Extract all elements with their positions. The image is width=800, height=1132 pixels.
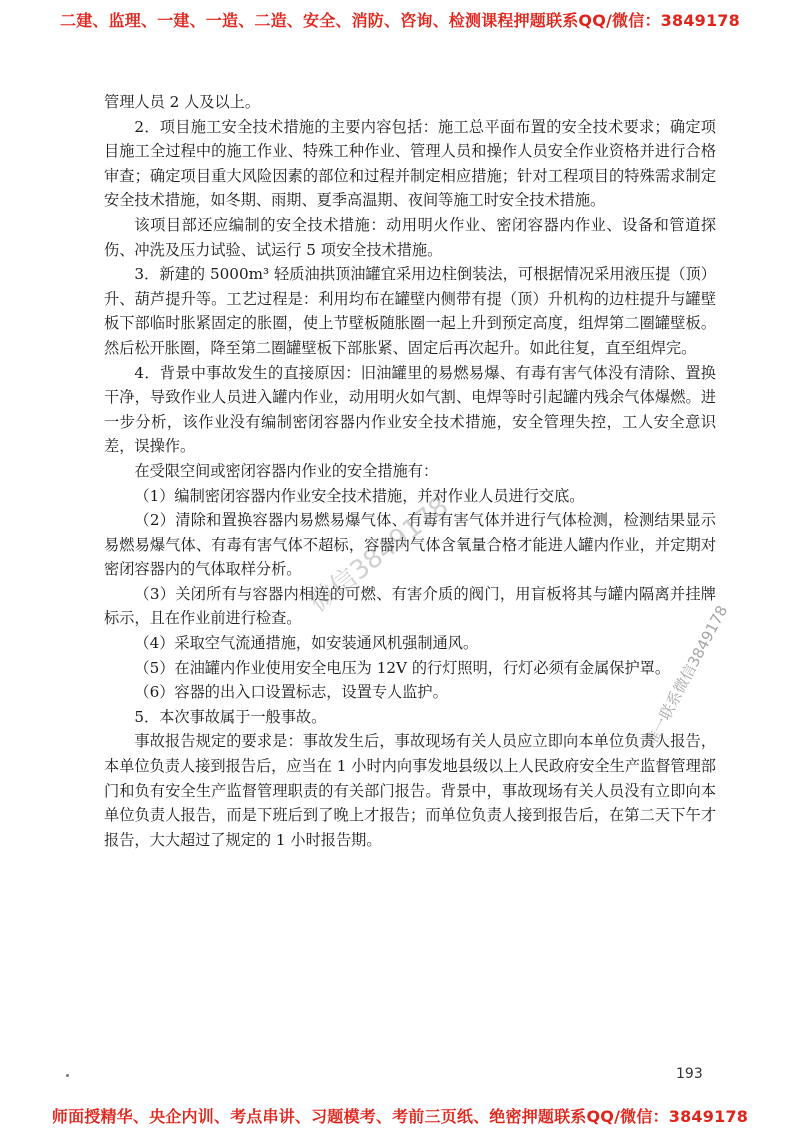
list-item-measure-5: （5）在油罐内作业使用安全电压为 12V 的行灯照明，行灯必须有金属保护罩。 bbox=[134, 658, 671, 677]
paragraph-answer-5: 5．本次事故属于一般事故。 bbox=[134, 707, 327, 726]
paragraph-continuation: 管理人员 2 人及以上。 bbox=[104, 93, 261, 111]
page-number: 193 bbox=[676, 1066, 703, 1082]
list-item-measure-4: （4）采取空气流通措施，如安装通风机强制通风。 bbox=[134, 634, 479, 653]
paragraph-confined-space-intro: 在受限空间或密闭容器内作业的安全措施有： bbox=[134, 461, 439, 480]
list-item-measure-3: （3）关闭所有与容器内相连的可燃、有害介质的阀门，用盲板将其与罐内隔离并挂牌标示，且在作业前进行检查。 bbox=[104, 584, 716, 628]
bottom-promo-banner: 师面授精华、央企内训、考点串讲、习题模考、考前三页纸、绝密押题联系QQ/微信：3849178 bbox=[51, 1107, 749, 1126]
list-item-measure-6: （6）容器的出入口设置标志，设置专人监护。 bbox=[134, 683, 448, 702]
scan-dot bbox=[66, 1074, 69, 1077]
paragraph-report-requirements: 事故报告规定的要求是：事故发生后，事故现场有关人员应立即向本单位负责人报告，本单位负责人接到报告后，应当在 1 小时内向事发地县级以上人民政府安全生产监督管理部门和负有安全生产监督管理职责的有关部门报告。背景中，事故现场有关人员没有立即向本单位负责人报告，而是下班后到了晚上才报告；而单位负责人接到报告后，在第二天下午才报告，大大超过了规定的 1 小时报告期。 bbox=[104, 732, 716, 849]
list-item-measure-1: （1）编制密闭容器内作业安全技术措施，并对作业人员进行交底。 bbox=[134, 486, 585, 505]
top-promo-banner: 二建、监理、一建、一造、二造、安全、消防、咨询、检测课程押题联系QQ/微信：3849178 bbox=[60, 11, 740, 30]
watermark-center: 微信3849178 bbox=[303, 491, 455, 619]
watermark-right: 唯一联系微信3849178 bbox=[641, 602, 732, 750]
paragraph-additional-measures: 该项目部还应编制的安全技术措施：动用明火作业、密闭容器内作业、设备和管道探伤、冲洗及压力试验、试运行 5 项安全技术措施。 bbox=[104, 215, 716, 259]
paragraph-answer-4: 4．背景中事故发生的直接原因：旧油罐里的易燃易爆、有毒有害气体没有清除、置换干净，导致作业人员进入罐内作业，动用明火如气割、电焊等时引起罐内残余气体爆燃。进一步分析，该作业没有编制密闭容器内作业安全技术措施，安全管理失控，工人安全意识差，误操作。 bbox=[104, 363, 716, 456]
list-item-measure-2: （2）清除和置换容器内易燃易爆气体、有毒有害气体并进行气体检测，检测结果显示易燃易爆气体、有毒有害气体不超标，容器内气体含氧量合格才能进人罐内作业，并定期对密闭容器内的气体取样分析。 bbox=[104, 511, 716, 579]
document-body bbox=[104, 90, 716, 852]
paragraph-answer-3: 3．新建的 5000m³ 轻质油拱顶油罐宜采用边柱倒装法，可根据情况采用液压提（顶）升、葫芦提升等。工艺过程是：利用均布在罐壁内侧带有提（顶）升机构的边柱提升与罐壁板下部临时胀紧固定的胀圈，使上节壁板随胀圈一起上升到预定高度，组焊第二圈罐壁板。然后松开胀圈，降至第二圈罐壁板下部胀紧、固定后再次起升。如此往复，直至组焊完。 bbox=[104, 265, 716, 357]
paragraph-answer-2: 2．项目施工安全技术措施的主要内容包括：施工总平面布置的安全技术要求；确定项目施工全过程中的施工作业、特殊工种作业、管理人员和操作人员安全作业资格并进行合格审查；确定项目重大风险因素的部位和过程并制定相应措施；针对工程项目的特殊需求制定安全技术措施，如冬期、雨期、夏季高温期、夜间等施工时安全技术措施。 bbox=[104, 117, 716, 210]
